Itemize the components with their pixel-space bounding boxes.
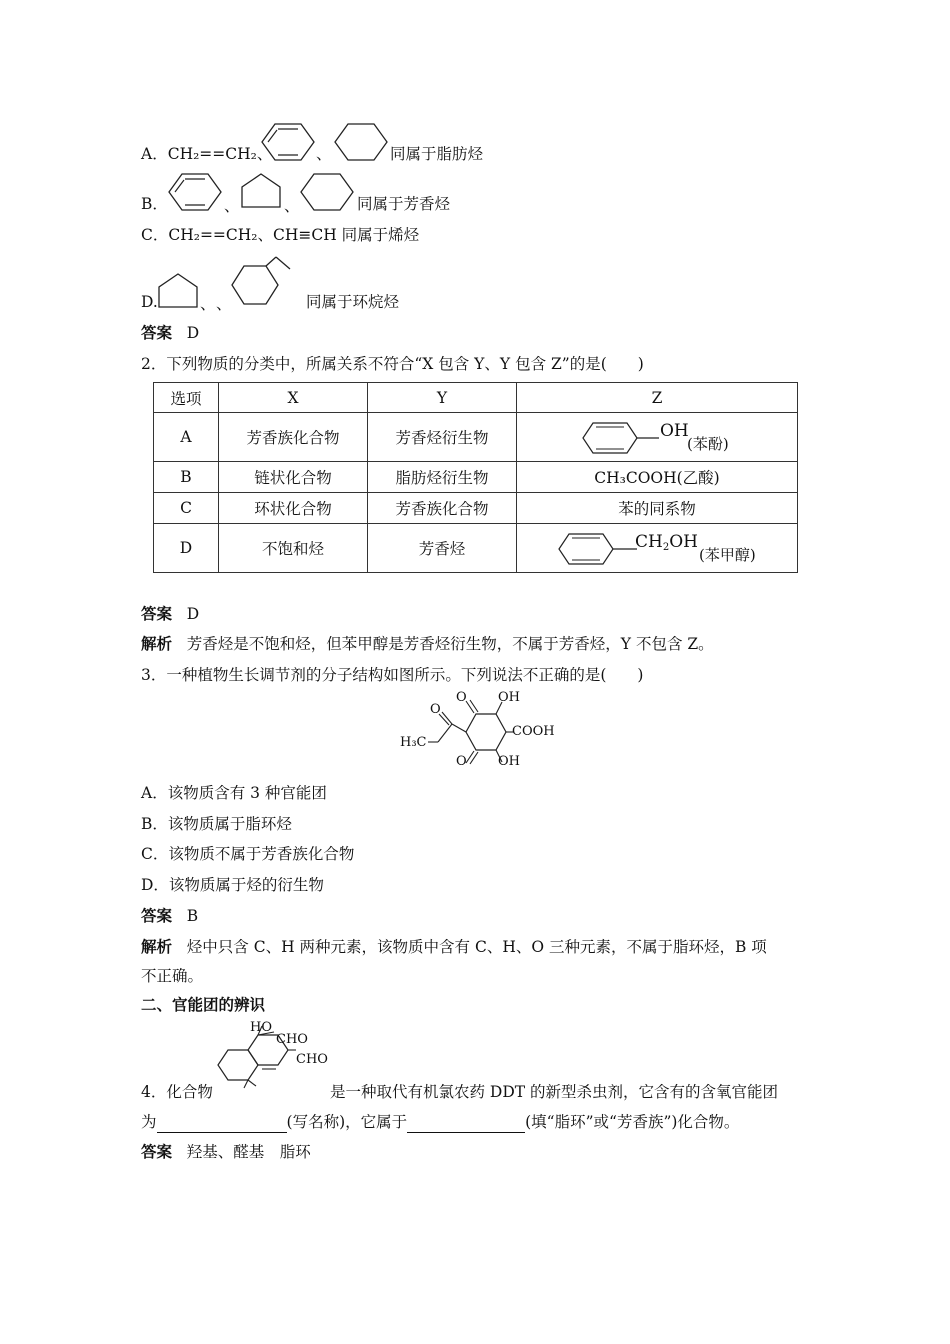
- q1-b-sep-1: 、: [224, 197, 240, 215]
- q3-cooh: COOH: [512, 724, 555, 739]
- benzene-structure: [258, 120, 318, 164]
- answer-value: 羟基、醛基 脂环: [186, 1143, 311, 1161]
- phenol-name: (苯酚): [687, 435, 729, 453]
- q1-a-label: A．: [141, 145, 168, 163]
- answer-label: 答案: [141, 1143, 173, 1161]
- q3-o-top: O: [456, 690, 467, 705]
- q1-b-sep-2: 、: [284, 197, 300, 215]
- answer-value: D: [186, 605, 200, 623]
- q4-stem-line-2: [141, 1112, 739, 1133]
- table-row: [154, 524, 798, 573]
- q3-o-left: O: [430, 702, 441, 717]
- cell-option: D: [154, 524, 219, 573]
- q4-stem-a: 4．化合物: [141, 1083, 213, 1101]
- q1-d-label: D.: [141, 293, 158, 311]
- analysis-text: 芳香烃是不饱和烃，但苯甲醇是芳香烃衍生物，不属于芳香烃，Y 不包含 Z。: [186, 635, 714, 653]
- cell-x: 环状化合物: [219, 493, 368, 524]
- table-row: [154, 413, 798, 462]
- ethylcyclohexane-structure: [228, 254, 308, 312]
- q2-analysis: [141, 634, 714, 654]
- blank-compound-type[interactable]: [407, 1112, 525, 1133]
- q3-o-bottom: O: [456, 754, 467, 769]
- q3-option-b: B．该物质属于脂环烃: [141, 815, 292, 833]
- cell-option: B: [154, 462, 219, 493]
- cyclohexane-structure: [332, 120, 390, 164]
- q3-option-a: A．该物质含有 3 种官能团: [141, 784, 327, 802]
- q4-cho-1: CHO: [276, 1032, 308, 1047]
- benzyl-alcohol-structure: [555, 530, 645, 568]
- q3-analysis-line-1: [141, 937, 767, 957]
- cell-x: 芳香族化合物: [219, 413, 368, 462]
- q2-answer: [141, 604, 199, 624]
- phenol-oh: OH: [660, 421, 689, 441]
- cell-z-benzyl-alcohol: [517, 524, 798, 573]
- q1-d-tail: 同属于环烷烃: [306, 293, 400, 311]
- cell-x: 不饱和烃: [219, 524, 368, 573]
- q1-option-a: [141, 144, 272, 164]
- answer-label: 答案: [141, 907, 173, 925]
- table-header-row: [154, 383, 798, 413]
- benzyl-ch: CH: [635, 532, 663, 552]
- cell-y: 脂肪烃衍生物: [368, 462, 517, 493]
- cell-z-phenol: [517, 413, 798, 462]
- q1-a-sep: 、: [316, 145, 332, 163]
- cyclohexane-structure-b: [298, 170, 356, 214]
- analysis-text: 烃中只含 C、H 两种元素，该物质中含有 C、H、O 三种元素，不属于脂环烃，B 项: [186, 938, 767, 956]
- q1-option-c: C．CH₂==CH₂、CH≡CH 同属于烯烃: [141, 226, 420, 244]
- q4-cho-2: CHO: [296, 1052, 328, 1067]
- q3-oh-bottom: OH: [498, 754, 520, 769]
- benzyl-ch2oh: [635, 532, 698, 553]
- q4-stem-c1: 为: [141, 1113, 157, 1131]
- q1-d-sep-2: 、: [216, 295, 232, 313]
- cell-y: 芳香烃: [368, 524, 517, 573]
- benzyl-oh: OH: [669, 532, 698, 552]
- header-x: X: [219, 383, 368, 413]
- q4-stem-b: 是一种取代有机氯农药 DDT 的新型杀虫剂，它含有的含氧官能团: [330, 1083, 779, 1101]
- q1-a-text-1: CH₂==CH₂、: [167, 145, 273, 163]
- blank-functional-groups[interactable]: [157, 1112, 287, 1133]
- q1-b-tail: 同属于芳香烃: [357, 195, 451, 213]
- answer-label: 答案: [141, 605, 173, 623]
- cyclopentane-structure: [238, 170, 284, 212]
- benzyl-name: (苯甲醇): [699, 546, 756, 564]
- cell-x: 链状化合物: [219, 462, 368, 493]
- q4-answer: [141, 1142, 311, 1162]
- analysis-label: 解析: [141, 938, 173, 956]
- header-z: Z: [517, 383, 798, 413]
- analysis-label: 解析: [141, 635, 173, 653]
- benzyl-sub: 2: [662, 542, 670, 553]
- cell-y: 芳香烃衍生物: [368, 413, 517, 462]
- q3-molecule-structure: [398, 690, 568, 774]
- answer-value: B: [186, 907, 199, 925]
- q3-oh-top: OH: [498, 690, 520, 705]
- answer-label: 答案: [141, 324, 173, 342]
- q3-option-c: C．该物质不属于芳香族化合物: [141, 845, 355, 863]
- table-row: [154, 462, 798, 493]
- q4-stem-c3: (填“脂环”或“芳香族”)化合物。: [525, 1113, 740, 1131]
- q4-molecule-structure: [212, 1020, 332, 1090]
- cell-y: 芳香族化合物: [368, 493, 517, 524]
- cell-option: C: [154, 493, 219, 524]
- q1-d-sep: 、: [200, 295, 216, 313]
- header-y: Y: [368, 383, 517, 413]
- q3-answer: [141, 906, 198, 926]
- classification-table: [153, 382, 798, 573]
- q4-stem-c2: (写名称)，它属于: [286, 1113, 408, 1131]
- q3-analysis-line-2: 不正确。: [141, 967, 204, 985]
- table-row: [154, 493, 798, 524]
- q3-h3c: H₃C: [400, 735, 427, 750]
- cell-z: 苯的同系物: [517, 493, 798, 524]
- answer-value: D: [186, 324, 200, 342]
- q1-b-label: B．: [141, 195, 168, 213]
- cyclopentane-structure-d: [155, 270, 201, 312]
- header-option: 选项: [154, 383, 219, 413]
- q2-stem: 2．下列物质的分类中，所属关系不符合“X 包含 Y、Y 包含 Z”的是( ): [141, 355, 644, 373]
- cell-z: CH₃COOH(乙酸): [517, 462, 798, 493]
- q3-stem: 3．一种植物生长调节剂的分子结构如图所示。下列说法不正确的是( ): [141, 666, 644, 684]
- phenol-structure: [579, 419, 667, 457]
- q1-answer: [141, 323, 199, 343]
- benzene-structure-b: [165, 170, 225, 214]
- q4-ho: HO: [250, 1020, 272, 1035]
- q1-a-tail: 同属于脂肪烃: [390, 145, 484, 163]
- section-title: 二、官能团的辨识: [141, 996, 266, 1014]
- cell-option: A: [154, 413, 219, 462]
- q3-option-d: D．该物质属于烃的衍生物: [141, 876, 324, 894]
